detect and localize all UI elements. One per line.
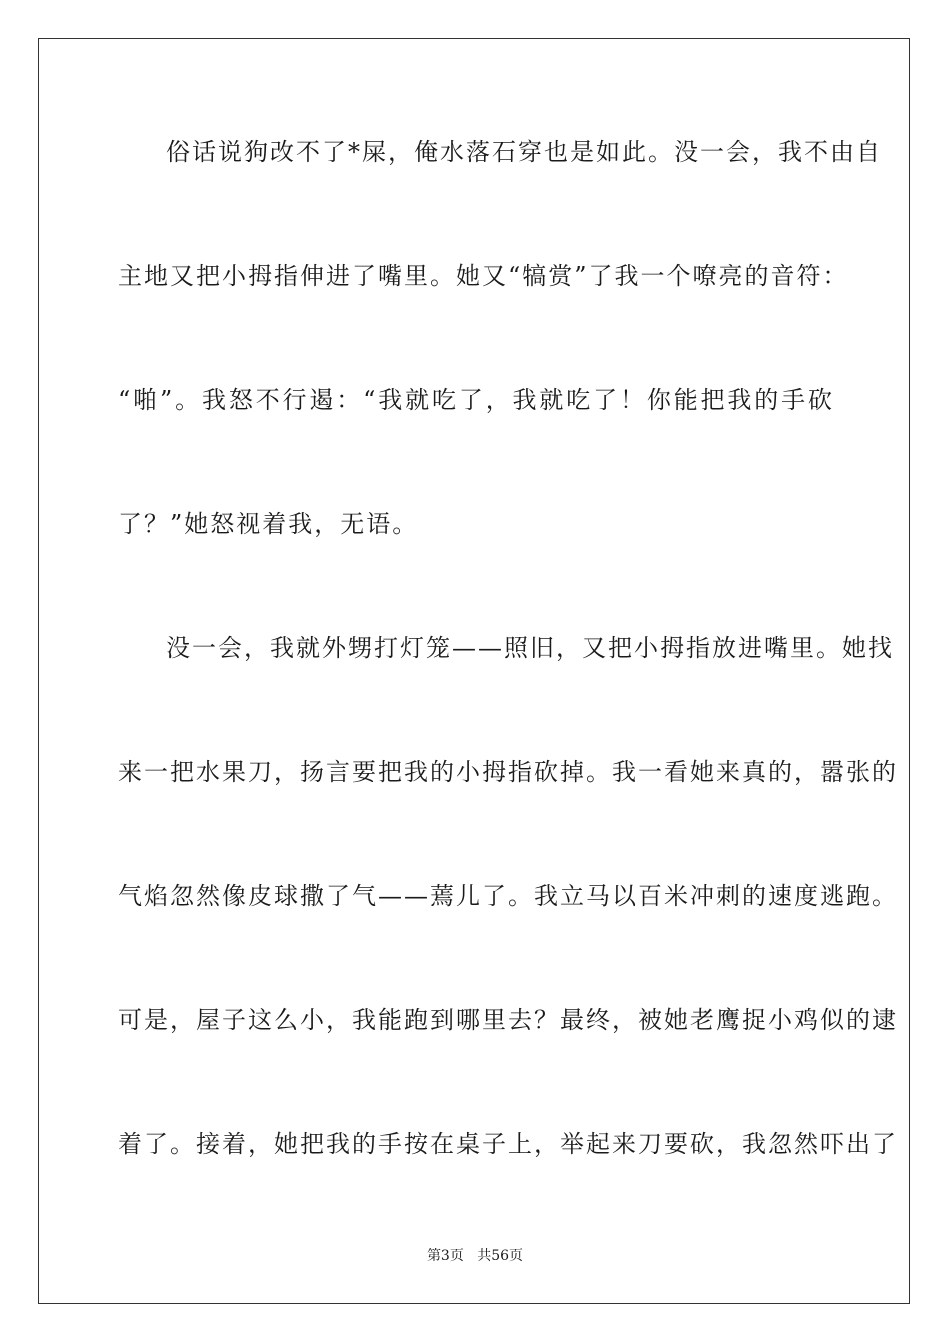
- page-footer: [0, 1247, 950, 1265]
- text-line: 来一把水果刀，扬言要把我的小拇指砍掉。我一看她来真的，嚣张的: [118, 758, 898, 786]
- text-line: 气焰忽然像皮球撒了气——蔫儿了。我立马以百米冲刺的速度逃跑。: [118, 882, 898, 910]
- text-line: 了？”她怒视着我，无语。: [118, 510, 419, 538]
- page-number: 第3页: [426, 1248, 464, 1264]
- text-line: 俗话说狗改不了*屎，俺水落石穿也是如此。没一会，我不由自: [166, 138, 882, 166]
- total-pages: 共56页: [477, 1248, 524, 1264]
- text-line: 主地又把小拇指伸进了嘴里。她又“犒赏”了我一个嘹亮的音符：: [118, 262, 849, 290]
- text-line: “啪”。我怒不行遏：“我就吃了，我就吃了！你能把我的手砍: [118, 386, 834, 414]
- page-border: [38, 38, 910, 1304]
- text-line: 着了。接着，她把我的手按在桌子上，举起来刀要砍，我忽然吓出了: [118, 1130, 898, 1158]
- text-line: 可是，屋子这么小，我能跑到哪里去？最终，被她老鹰捉小鸡似的逮: [118, 1006, 898, 1034]
- text-line: 没一会，我就外甥打灯笼——照旧，又把小拇指放进嘴里。她找: [166, 634, 894, 662]
